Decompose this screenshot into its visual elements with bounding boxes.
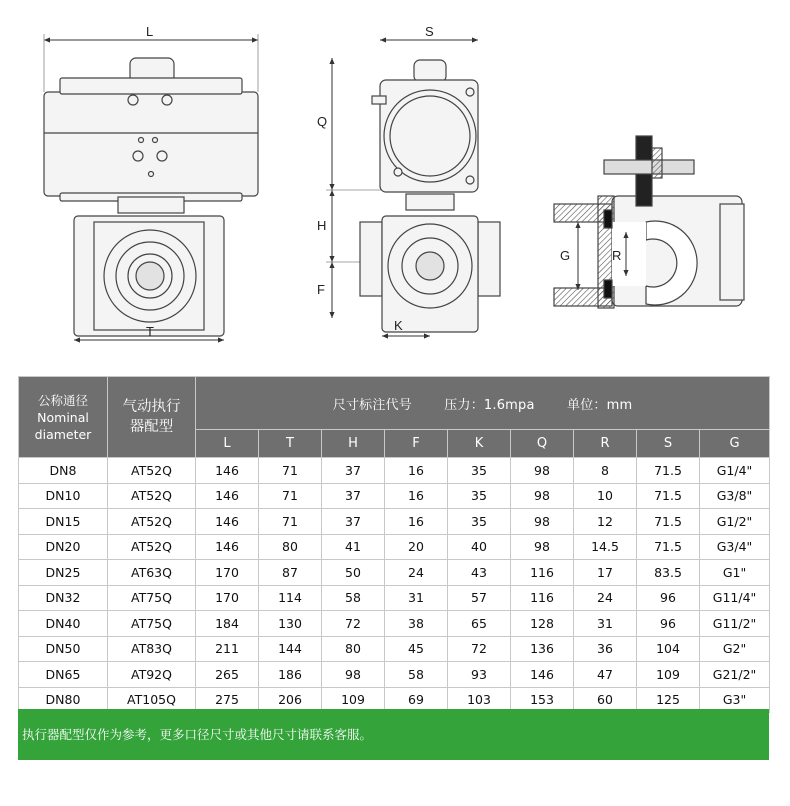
spec-table-body	[19, 458, 770, 713]
label-S: S	[425, 24, 434, 39]
cell-h: 37	[322, 458, 385, 484]
cell-g: G11/2"	[700, 611, 770, 637]
table-row	[19, 611, 770, 637]
cell-r: 24	[574, 585, 637, 611]
table-row	[19, 636, 770, 662]
cell-actuator: AT52Q	[108, 483, 196, 509]
label-G: G	[560, 248, 571, 263]
cell-s: 71.5	[637, 534, 700, 560]
cell-h: 72	[322, 611, 385, 637]
cell-q: 128	[511, 611, 574, 637]
cell-q: 98	[511, 458, 574, 484]
cell-actuator: AT52Q	[108, 458, 196, 484]
cell-k: 35	[448, 509, 511, 535]
cell-h: 50	[322, 560, 385, 586]
cell-g: G2"	[700, 636, 770, 662]
cell-r: 31	[574, 611, 637, 637]
table-row	[19, 534, 770, 560]
col-header-L: L	[196, 430, 259, 458]
cell-q: 98	[511, 534, 574, 560]
cell-h: 80	[322, 636, 385, 662]
table-row	[19, 458, 770, 484]
cell-t: 71	[259, 509, 322, 535]
cell-dn: DN80	[19, 687, 108, 713]
label-K: K	[394, 318, 403, 333]
cell-actuator: AT105Q	[108, 687, 196, 713]
cell-q: 98	[511, 509, 574, 535]
cell-r: 17	[574, 560, 637, 586]
cell-actuator: AT92Q	[108, 662, 196, 688]
cell-k: 103	[448, 687, 511, 713]
cell-h: 37	[322, 509, 385, 535]
cell-r: 36	[574, 636, 637, 662]
table-row	[19, 509, 770, 535]
cell-k: 35	[448, 458, 511, 484]
section-view	[554, 136, 744, 308]
side-view	[326, 40, 500, 336]
cell-r: 47	[574, 662, 637, 688]
cell-t: 80	[259, 534, 322, 560]
cell-k: 40	[448, 534, 511, 560]
col-header-Q: Q	[511, 430, 574, 458]
cell-l: 211	[196, 636, 259, 662]
cell-t: 206	[259, 687, 322, 713]
cell-t: 114	[259, 585, 322, 611]
cell-f: 24	[385, 560, 448, 586]
cell-t: 144	[259, 636, 322, 662]
label-L: L	[146, 24, 154, 39]
header-actuator-1: 气动执行	[122, 399, 181, 415]
label-Q: Q	[317, 114, 328, 129]
cell-l: 170	[196, 560, 259, 586]
cell-t: 87	[259, 560, 322, 586]
cell-h: 98	[322, 662, 385, 688]
col-header-H: H	[322, 430, 385, 458]
col-header-R: R	[574, 430, 637, 458]
cell-s: 96	[637, 585, 700, 611]
cell-r: 60	[574, 687, 637, 713]
cell-h: 58	[322, 585, 385, 611]
header-nominal-diameter	[19, 377, 108, 458]
cell-l: 170	[196, 585, 259, 611]
header-nominal-en-2: diameter	[34, 426, 92, 442]
cell-l: 265	[196, 662, 259, 688]
cell-k: 72	[448, 636, 511, 662]
cell-g: G3/8"	[700, 483, 770, 509]
cell-s: 83.5	[637, 560, 700, 586]
table-row	[19, 483, 770, 509]
cell-f: 58	[385, 662, 448, 688]
cell-r: 14.5	[574, 534, 637, 560]
cell-g: G1/4"	[700, 458, 770, 484]
cell-g: G11/4"	[700, 585, 770, 611]
cell-f: 31	[385, 585, 448, 611]
cell-t: 71	[259, 458, 322, 484]
cell-s: 104	[637, 636, 700, 662]
cell-f: 69	[385, 687, 448, 713]
cell-t: 186	[259, 662, 322, 688]
cell-s: 96	[637, 611, 700, 637]
cell-q: 136	[511, 636, 574, 662]
header-nominal-cn: 公称通径	[37, 392, 88, 408]
table-row	[19, 585, 770, 611]
cell-actuator: AT75Q	[108, 611, 196, 637]
cell-l: 146	[196, 509, 259, 535]
front-view	[44, 34, 258, 340]
cell-g: G1/2"	[700, 509, 770, 535]
cell-k: 57	[448, 585, 511, 611]
cell-g: G21/2"	[700, 662, 770, 688]
col-header-F: F	[385, 430, 448, 458]
cell-dn: DN15	[19, 509, 108, 535]
cell-dn: DN40	[19, 611, 108, 637]
cell-t: 130	[259, 611, 322, 637]
cell-q: 116	[511, 560, 574, 586]
cell-q: 146	[511, 662, 574, 688]
cell-f: 45	[385, 636, 448, 662]
col-header-S: S	[637, 430, 700, 458]
cell-r: 12	[574, 509, 637, 535]
table-row	[19, 662, 770, 688]
cell-h: 41	[322, 534, 385, 560]
cell-actuator: AT52Q	[108, 509, 196, 535]
cell-k: 43	[448, 560, 511, 586]
cell-k: 35	[448, 483, 511, 509]
cell-q: 116	[511, 585, 574, 611]
cell-g: G3"	[700, 687, 770, 713]
cell-actuator: AT63Q	[108, 560, 196, 586]
cell-s: 71.5	[637, 483, 700, 509]
footnote: 执行器配型仅作为参考，更多口径尺寸或其他尺寸请联系客服。	[18, 709, 769, 760]
header-nominal-en-1: Nominal	[37, 409, 89, 425]
cell-g: G3/4"	[700, 534, 770, 560]
cell-r: 10	[574, 483, 637, 509]
header-unit: 单位：mm	[567, 397, 633, 413]
cell-l: 275	[196, 687, 259, 713]
cell-dn: DN20	[19, 534, 108, 560]
cell-l: 146	[196, 458, 259, 484]
cell-s: 109	[637, 662, 700, 688]
col-header-K: K	[448, 430, 511, 458]
cell-f: 16	[385, 458, 448, 484]
header-actuator	[108, 377, 196, 458]
cell-k: 93	[448, 662, 511, 688]
cell-r: 8	[574, 458, 637, 484]
cell-s: 71.5	[637, 458, 700, 484]
header-actuator-2: 器配型	[129, 419, 174, 435]
label-H: H	[317, 218, 327, 233]
cell-l: 146	[196, 534, 259, 560]
cell-s: 125	[637, 687, 700, 713]
cell-f: 16	[385, 509, 448, 535]
cell-actuator: AT83Q	[108, 636, 196, 662]
cell-dn: DN65	[19, 662, 108, 688]
cell-f: 38	[385, 611, 448, 637]
cell-l: 184	[196, 611, 259, 637]
cell-dn: DN25	[19, 560, 108, 586]
cell-l: 146	[196, 483, 259, 509]
label-T: T	[146, 324, 154, 339]
cell-q: 98	[511, 483, 574, 509]
header-dim-code: 尺寸标注代号	[332, 397, 412, 413]
cell-h: 109	[322, 687, 385, 713]
cell-g: G1"	[700, 560, 770, 586]
cell-actuator: AT75Q	[108, 585, 196, 611]
label-R: R	[612, 248, 622, 263]
cell-dn: DN32	[19, 585, 108, 611]
label-F: F	[317, 282, 325, 297]
cell-t: 71	[259, 483, 322, 509]
cell-h: 37	[322, 483, 385, 509]
cell-k: 65	[448, 611, 511, 637]
cell-f: 16	[385, 483, 448, 509]
cell-q: 153	[511, 687, 574, 713]
technical-drawings	[0, 0, 790, 370]
cell-dn: DN50	[19, 636, 108, 662]
header-group	[196, 377, 770, 430]
table-row	[19, 560, 770, 586]
spec-table	[18, 376, 770, 713]
cell-s: 71.5	[637, 509, 700, 535]
col-header-T: T	[259, 430, 322, 458]
col-header-G: G	[700, 430, 770, 458]
cell-dn: DN8	[19, 458, 108, 484]
header-pressure: 压力：1.6mpa	[444, 397, 535, 413]
cell-f: 20	[385, 534, 448, 560]
cell-actuator: AT52Q	[108, 534, 196, 560]
cell-dn: DN10	[19, 483, 108, 509]
